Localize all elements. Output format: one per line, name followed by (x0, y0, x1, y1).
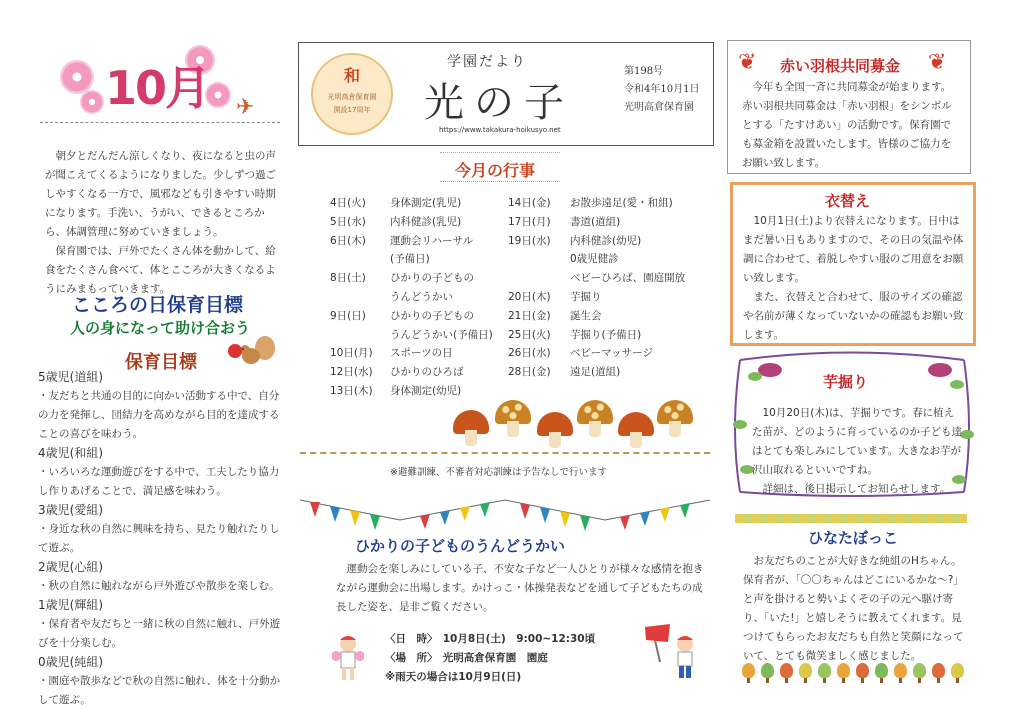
event-name: 身体測定(幼児) (390, 385, 462, 397)
tree-icon (856, 663, 869, 678)
kokoro-title: こころの日保育目標 (72, 294, 244, 316)
imo-paragraph: 10月20日(木)は、芋掘りです。春に植えた苗が、どのように育っているのか子ども達はとても楽しみにしています。大きなお芋が沢山取れるといいですね。 (752, 407, 962, 476)
goal-text: ・園庭や散歩などで秋の自然に触れ、体を十分動かして遊ぶ。 (38, 675, 281, 706)
tree-icon (932, 663, 945, 678)
event-name: ベビーひろば、園庭開放 (570, 272, 686, 285)
paper-subtitle: 学園だより (447, 54, 527, 70)
divider (40, 122, 280, 123)
goal-age: 5歳児(道組) (38, 370, 103, 384)
event-name: ひかりの子どもの (390, 272, 474, 285)
fund-paragraph: 今年も全国一斉に共同募金が始まります。赤い羽根共同募金は「赤い羽根」をシンボルとする「たすけあい」の活動です。保育園でも募金箱を設置いたします。皆様のご協力をお願い致します。 (742, 81, 952, 169)
tree-trunk (861, 678, 864, 683)
goal-age: 0歳児(純組) (38, 655, 103, 669)
tree-trunk (918, 678, 921, 683)
hina-paragraph: お友だちのことが大好きな純組のHちゃん。保育者が、「〇〇ちゃんはどこにいるかな～?」と声を掛けると勢いよくその子の元へ駆け寄り、「いた!」と嬉しそうに教えてくれます。見つけてもらったお友だちも自然と笑顔になっていて、とても微笑ましく感じました。 (743, 555, 964, 662)
month-title: 10月 (105, 61, 210, 115)
event-date: 17日(月) (508, 215, 551, 228)
koromo-paragraph: また、衣替えと合わせて、服のサイズの確認や名前が薄くなっていないかの確認もお願い致します。 (743, 291, 964, 341)
goal-age: 3歳児(愛組) (38, 503, 103, 517)
flag-kid-icon (640, 622, 700, 682)
event-date: 13日(木) (330, 385, 373, 397)
goal-age: 4歳児(和組) (38, 446, 103, 460)
goal-age: 1歳児(輝組) (38, 598, 103, 612)
imo-title: 芋掘り (823, 373, 869, 391)
koromo-text (743, 212, 965, 345)
tree-icon (818, 663, 831, 678)
mushroom-icon (228, 344, 242, 358)
tree-trunk (804, 678, 807, 683)
tree-icon (799, 663, 812, 678)
event-name: 0歳児健診 (570, 253, 619, 266)
tree-icon (780, 663, 793, 678)
flower-decoration (80, 90, 104, 114)
intro-text (45, 147, 285, 299)
goal-item (38, 596, 288, 653)
tree-trunk (956, 678, 959, 683)
goal-age: 2歳児(心組) (38, 560, 103, 574)
flower-decoration (60, 60, 94, 94)
tree-trunk (842, 678, 845, 683)
seal-mark: 和 (343, 66, 360, 85)
leaf-decoration (748, 372, 762, 381)
event-date: 8日(土) (330, 272, 366, 285)
divider (735, 514, 967, 523)
seal-name: 光明高倉保育園 (327, 93, 377, 101)
event-name: 芋掘り (570, 291, 602, 303)
goal-item (38, 501, 288, 558)
paper-title: 光の子 (424, 80, 574, 126)
goal-text: ・いろいろな運動遊びをする中で、工夫したり協力し作りあげることで、満足感を味わう。 (38, 466, 280, 497)
sports-when: 〈日 時〉 10月8日(土) 9:00~12:30頃 (385, 633, 596, 645)
bunting-decoration (300, 495, 710, 535)
event-name: ひかりのひろば (390, 366, 464, 379)
tree-trunk (766, 678, 769, 683)
event-date: 26日(水) (508, 347, 551, 360)
tree-icon (875, 663, 888, 678)
tree-icon (761, 663, 774, 678)
fund-title: 赤い羽根共同募金 (780, 57, 901, 75)
sports-paragraph: 運動会を楽しみにしている子、不安な子など一人ひとりが様々な感情を抱きながら運動会に出場します。かけっこ・体操発表などを通して子どもたちの成長した姿を、是非ご覧ください。 (336, 563, 704, 613)
tree-icon (894, 663, 907, 678)
event-date: 5日(水) (330, 215, 366, 228)
publisher: 光明高倉保育園 (624, 102, 694, 113)
tree-trunk (880, 678, 883, 683)
sports-where: 〈場 所〉 光明高倉保育園 園庭 (385, 652, 548, 664)
school-seal (311, 53, 393, 135)
goal-text: ・秋の自然に触れながら戸外遊びや散歩を楽しむ。 (38, 580, 280, 592)
leaf-decoration (950, 380, 964, 389)
tree-trunk (899, 678, 902, 683)
event-name: 運動会リハーサル (390, 234, 474, 247)
tree-trunk (785, 678, 788, 683)
event-date: 6日(木) (330, 234, 366, 247)
event-date: 9日(日) (330, 309, 366, 322)
red-feather-icon: ❦ (738, 50, 757, 75)
goal-text: ・友だちと共通の目的に向かい活動する中で、自分の力を発揮し、団結力を高めながら目的を達成することの喜びを味わう。 (38, 390, 280, 440)
event-date: 28日(金) (508, 366, 551, 379)
website-url: https://www.takakura-hoikusyo.net (439, 126, 561, 134)
event-date: 20日(木) (508, 291, 551, 303)
sports-title: ひかりの子どものうんどうかい (355, 537, 566, 555)
issue-number: 第198号 (624, 66, 664, 77)
event-name: うんどうかい (390, 291, 453, 303)
goal-text: ・保育者や友だちと一緒に秋の自然に触れ、戸外遊びを十分楽しむ。 (38, 618, 281, 649)
intro-paragraph: 保育園では、戸外でたくさん体を動かして、給食をたくさん食べて、体とこころが大きくなるようにみまもっていきます。 (45, 245, 276, 295)
tree-icon (742, 663, 755, 678)
tree-icon (837, 663, 850, 678)
issue-info (624, 63, 699, 117)
event-date: 25日(火) (508, 328, 551, 341)
event-date: 10日(月) (330, 347, 373, 360)
goal-item (38, 558, 288, 596)
goals-title: 保育目標 (125, 352, 197, 373)
tree-trunk (937, 678, 940, 683)
leaf-decoration (733, 420, 747, 429)
sports-details (385, 630, 595, 687)
leaf-decoration (960, 430, 974, 439)
event-name: (予備日) (390, 253, 430, 266)
cheerleader-icon (332, 632, 364, 682)
kokoro-subtitle: 人の身になって助け合おう (70, 319, 251, 337)
imo-paragraph: 詳細は、後日掲示してお知らせします。 (762, 483, 951, 495)
event-date: 21日(金) (508, 309, 551, 322)
event-date: 14日(金) (508, 197, 551, 209)
event-name: 芋掘り(予備日) (570, 328, 642, 341)
hina-text (743, 552, 968, 666)
squirrel-icon (237, 336, 277, 366)
goal-item (38, 444, 288, 501)
tree-trunk (823, 678, 826, 683)
goal-item (38, 653, 288, 710)
goal-item (38, 368, 288, 444)
tree-icon (913, 663, 926, 678)
event-name: 誕生会 (570, 309, 602, 322)
hina-title: ひなたぼっこ (808, 529, 899, 547)
event-date: 12日(水) (330, 366, 373, 379)
fund-text (742, 78, 956, 173)
event-name: スポーツの日 (390, 347, 453, 360)
seal-year: 開設17周年 (333, 106, 371, 114)
event-name: 内科健診(乳児) (390, 215, 462, 228)
event-name: 内科健診(幼児) (570, 234, 642, 247)
imo-text (752, 404, 962, 499)
tree-trunk (747, 678, 750, 683)
goals-list (38, 368, 288, 710)
koromo-paragraph: 10月1日(土)より衣替えになります。日中はまだ暑い日もありますので、その日の気温や体調に合わせて、着脱しやすい服のご用意をお願い致します。 (743, 215, 964, 284)
koromo-title: 衣替え (825, 192, 871, 210)
event-date: 4日(火) (330, 197, 366, 209)
divider (300, 452, 710, 454)
drill-note: ※避難訓練、不審者対応訓練は予告なしで行います (390, 467, 607, 478)
sports-text (336, 560, 708, 617)
intro-paragraph: 朝夕とだんだん涼しくなり、夜になると虫の声が聞こえてくるようになりました。少しずつ過ごしやすくなる一方で、風邪なども引きやすい時期になります。手洗い、うがい、できるところから、体調管理に努めていきましょう。 (45, 150, 276, 238)
event-name: お散歩遠足(愛・和組) (570, 197, 673, 209)
event-date: 19日(水) (508, 234, 551, 247)
tree-icon (951, 663, 964, 678)
goal-text: ・身近な秋の自然に興味を持ち、見たり触れたりして遊ぶ。 (38, 523, 280, 554)
dragonfly-icon: ✈ (236, 95, 255, 120)
event-name: 遠足(道組) (570, 366, 621, 379)
red-feather-icon: ❦ (928, 50, 947, 75)
events-title: 今月の行事 (455, 161, 536, 180)
sports-rain: ※雨天の場合は10月9日(日) (385, 671, 522, 683)
masthead (298, 42, 714, 146)
issue-date: 令和4年10月1日 (624, 84, 700, 95)
event-name: ひかりの子どもの (390, 309, 474, 322)
event-name: ベビーマッサージ (570, 347, 653, 360)
event-name: 身体測定(乳児) (390, 197, 462, 209)
event-name: 書道(道組) (570, 215, 621, 228)
event-name: うんどうかい(予備日) (390, 328, 493, 341)
